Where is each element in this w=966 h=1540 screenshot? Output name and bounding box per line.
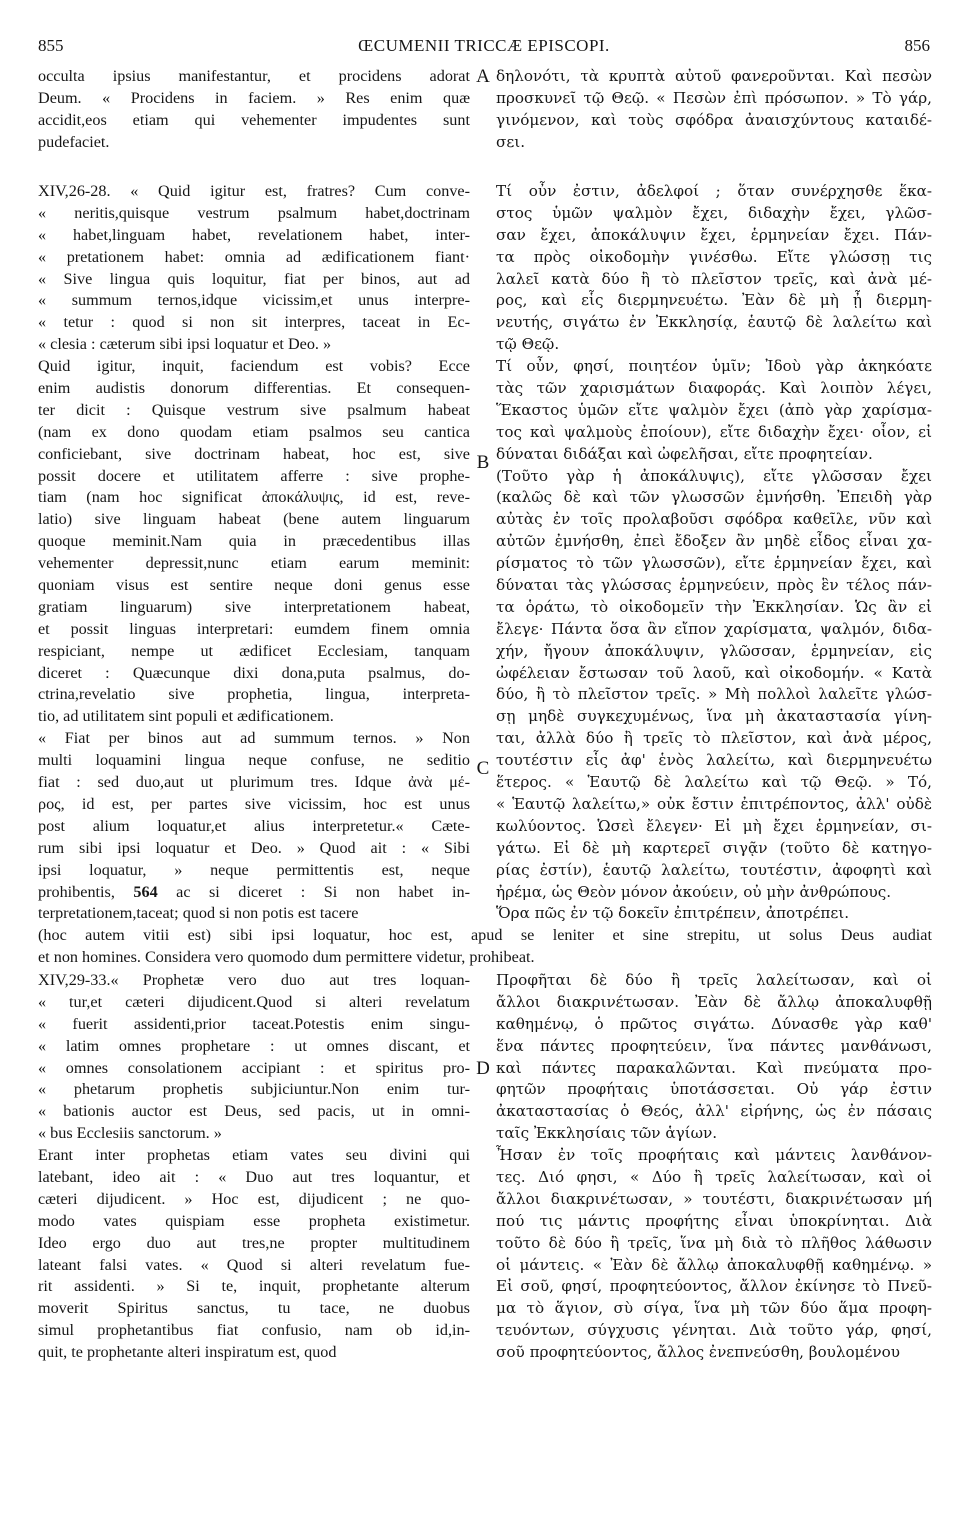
text-line: σῃ μηδὲ συγκεχυμένως, ἵνα μὴ ἀκαταστασία γίνη-	[496, 707, 932, 726]
text-line: Ideo ergo duo aut tres,ne propter multitudinem	[38, 1233, 470, 1252]
text-line: « fuerit assidenti,prior taceat.Potestis enim singu-	[38, 1014, 470, 1033]
text-line: multi loquamini lingua neque confuse, ne seditio	[38, 751, 470, 770]
text-line: « neritis,quisque vestrum psalmum habet,doctrinam	[38, 203, 470, 222]
text-line: diceret : Quæcunque dixi dona,puta psalmus, do-	[38, 663, 470, 682]
text-line: occulta ipsius manifestantur, et procidens adorat	[38, 67, 470, 85]
text-line: τοῦτο δὲ δύο ἢ τρεῖς, ἵνα μὴ διὰ τὸ πλῆθος λάθωσιν	[496, 1233, 932, 1252]
text-line: δύναται τὰς γλώσσας ἑρμηνεύειν, πρὸς ἓν τέλος πάν-	[496, 576, 932, 595]
text-line: δύναται διδάξαι καὶ ὠφελῆσαι, εἴτε προφητείαν.	[496, 444, 873, 463]
text-line: Προφῆται δὲ δύο ἢ τρεῖς λαλείτωσαν, καὶ οἱ	[496, 971, 932, 989]
text-line: conficiebant, sive doctrinam habeat, hoc est, sive	[38, 444, 470, 463]
text-line: ἕτερος. « Ἑαυτῷ δὲ λαλείτω καὶ τῷ Θεῷ. » Τό,	[496, 773, 932, 792]
text-line: « phetarum prophetis subjiciuntur.Non enim tur-	[38, 1080, 470, 1099]
text-line: pudefaciet.	[38, 132, 110, 151]
text-line: Ἦσαν ἐν τοῖς προφήταις καὶ μάντεις λανθάνον-	[496, 1146, 932, 1165]
text-line: τὰς τῶν χαρισμάτων διαφοράς. Καὶ λοιπὸν λέγει,	[496, 379, 932, 398]
text-line: et possit linguas interpretari: eumdem finem omnia	[38, 619, 470, 638]
text-line: προσκυνεῖ τῷ Θεῷ. « Πεσὼν ἐπὶ πρόσωπον. » Τὸ γάρ,	[496, 88, 932, 107]
text-line: τα ὁράτω, τὸ οἰκοδομεῖν τὴν Ἐκκλησίαν. Ὡς ἂν εἰ	[496, 597, 932, 616]
text-line: Erant inter prophetas etiam vates seu divini qui	[38, 1146, 470, 1165]
text-line: πού τις μάντις προφήτης εἶναι ὑποκρίνηται. Διὰ	[496, 1211, 932, 1230]
text-line: ρος, id est, per partes sive vicissim, hoc est unus	[38, 794, 470, 813]
text-line: ἄλλοι διακρινέτωσαν, » τουτέστι, διακρινέτωσαν μή	[496, 1189, 932, 1208]
text-line: ρίας ἐστίν), ἑαυτῷ λαλείτω, τουτέστιν, ἀφοφητὶ καὶ	[496, 860, 932, 879]
text-line: ταῖς Ἐκκλησίαις τῶν ἁγίων.	[496, 1124, 718, 1143]
text-line: lateant falsi vates. « Quod si alteri revelatum fue-	[38, 1255, 470, 1274]
greek-column-block3	[496, 970, 932, 1364]
text-line: rit assidenti. » Si te, inquit, prophetante alterum	[38, 1277, 470, 1296]
text-line: et non homines. Considera vero quomodo dum permittere videtur, prohibeat.	[38, 947, 535, 966]
text-line: XIV,26-28. « Quid igitur est, fratres? Cum conve-	[38, 182, 470, 200]
text-line: φητῶν προφήταις ὑποτάσσεται. Οὐ γάρ ἐστιν	[496, 1080, 932, 1099]
text-line: δύο, ἢ τὸ πλεῖστον τρεῖς. » Μὴ πολλοὶ λαλεῖτε γλώσ-	[496, 685, 932, 704]
text-line: « clesia : cæterum sibi ipsi loquatur et Deo. »	[38, 335, 332, 354]
running-title: ŒCUMENII TRICCÆ EPISCOPI.	[358, 36, 610, 55]
text-line: Ὅρα πῶς ἐν τῷ δοκεῖν ἐπιτρέπειν, ἀποτρέπει.	[496, 904, 850, 923]
text-line: « Sive lingua quis loquitur, fiat per binos, aut ad	[38, 269, 470, 288]
text-line: simul prophetantibus fiat confusio, nam ob id,in-	[38, 1321, 470, 1340]
text-line: ipsi loquatur, » neque permittentis est, neque	[38, 860, 470, 879]
section-marker: D	[476, 1058, 490, 1079]
text-line: accidit,eos etiam qui vehementer impudentes sunt	[38, 110, 470, 129]
text-line: ρος, καὶ εἷς διερμηνευέτω. Ἐὰν δὲ μὴ ᾖ διερμη-	[496, 291, 932, 310]
text-line: terpretationem,taceat; quod si non potis est tacere	[38, 904, 359, 923]
text-line: αὐτὰς ἐν τοῖς προλαβοῦσι σφόδρα καθεῖλε, νῦν καὶ	[496, 510, 932, 529]
text-line: « Ἑαυτῷ λαλείτω,» οὐκ ἔστιν ἐπιτρέποντος, ἀλλ' οὐδὲ	[496, 794, 932, 813]
text-line: καὶ πάντες παρακαλῶνται. Καὶ πνεύματα προ-	[496, 1058, 932, 1077]
text-line: τευόντων, σύγχυσις γένηται. Διὰ τοῦτο γάρ, φησί,	[496, 1321, 932, 1340]
text-line: τος καὶ ψαλμοὺς ἐποίουν), εἴτε διδαχὴν ἔχει· οἷον, εἰ	[496, 422, 932, 441]
text-line: ἀκαταστασίας ὁ Θεός, ἀλλ' εἰρήνης, ὡς ἐν πάσαις	[496, 1102, 932, 1121]
latin-column-block1	[38, 66, 470, 154]
text-line: quit, te prophetante alteri inspiratum est, quod	[38, 1343, 337, 1362]
text-line: ἄλλοι διακρινέτωσαν. Ἐὰν δὲ ἄλλῳ ἀποκαλυφθῇ	[496, 992, 932, 1011]
greek-column-block2	[496, 181, 932, 925]
text-line: τα πρὸς οἰκοδομὴν γινέσθω. Εἴτε γλώσσῃ τις	[496, 247, 932, 266]
text-line: vehementer depressit,nunc etiam earum meminit:	[38, 554, 470, 573]
text-line: οἱ μάντεις. « Ἐὰν δὲ ἄλλῳ ἀποκαλυφθῇ καθημένῳ. »	[496, 1255, 932, 1274]
page-number-left: 855	[38, 36, 64, 55]
text-line: « tur,et cæteri dijudicent.Quod si alteri revelatum	[38, 992, 470, 1011]
text-line: respiciant, nempe ut ædificet Ecclesiam, tanquam	[38, 641, 470, 660]
text-line: quoque meminit.Nam quia in præcedentibus illas	[38, 532, 470, 551]
text-line: tio, ad utilitatem sint populi et ædificationem.	[38, 707, 334, 726]
section-marker: C	[476, 758, 490, 779]
text-line: latio) sive linguam habeat (bene autem linguarum	[38, 510, 470, 529]
latin-column-block2	[38, 181, 470, 925]
latin-column-block3	[38, 970, 470, 1364]
text-line: στος ὑμῶν ψαλμὸν ἔχει, διδαχὴν ἔχει, γλῶσ-	[496, 203, 932, 222]
text-line: XIV,29-33.« Prophetæ vero duo aut tres loquan-	[38, 971, 470, 989]
text-line: possit docere et utilitatem afferre : sive prophe-	[38, 466, 470, 485]
text-line: « omnes consolationem accipiant : et spiritus pro-	[38, 1058, 470, 1077]
text-line: rum sibi ipsi loquatur et Deo. » Quod ait : « Sibi	[38, 838, 470, 857]
text-line: μα τὸ ἅγιον, σὺ σίγα, ἵνα μὴ τῶν δύο ἅμα προφη-	[496, 1299, 932, 1318]
text-line: γινόμενον, καὶ τοὺς σφόδρα ἀναισχύντους καταιδέ-	[496, 110, 932, 129]
text-line: ἕνα πάντες προφητεύειν, ἵνα πάντες μανθάνωσι,	[496, 1036, 932, 1055]
text-line: νευτής, σιγάτω ἐν Ἐκκλησίᾳ, ἑαυτῷ δὲ λαλείτω καὶ	[496, 313, 932, 332]
text-line: γάτω. Εἰ δὲ μὴ καρτερεῖ σιγᾷν (τοῦτο δὲ κατηγο-	[496, 838, 932, 857]
text-line: ctrina,revelatio sive prophetia, lingua, interpreta-	[38, 685, 470, 704]
text-line: δηλονότι, τὰ κρυπτὰ αὐτοῦ φανεροῦνται. Καὶ πεσὼν	[496, 67, 932, 85]
text-line: ρίσματος τὸ τῶν γλωσσῶν), εἴτε ἑρμηνείαν ἔχει, καὶ	[496, 554, 932, 573]
section-marker: A	[476, 66, 490, 87]
text-line: « latim omnes prophetare : ut omnes discant, et	[38, 1036, 470, 1055]
text-line: τουτέστιν εἷς ἀφ' ἑνὸς λαλείτω, καὶ διερμηνευέτω	[496, 751, 932, 770]
text-line: Τί οὖν, φησί, ποιητέον ὑμῖν; Ἰδοὺ γὰρ ἀκηκόατε	[496, 357, 932, 376]
text-line: χήν, ἤγουν ἀποκάλυψιν, γλῶσσαν, ἑρμηνείαν, εἰς	[496, 641, 932, 660]
text-line: « bus Ecclesiis sanctorum. »	[38, 1124, 222, 1143]
text-line: λαλεῖ κατὰ δύο ἢ τὸ πλεῖστον τρεῖς, καὶ ἀνὰ μέ-	[496, 269, 932, 288]
text-line: latebant, ideo ait : « Duo aut tres loquantur, et	[38, 1168, 470, 1187]
text-line: Εἰ σοῦ, φησί, προφητεύοντος, ἄλλον ἐκίνησε τὸ Πνεῦ-	[496, 1277, 932, 1296]
text-line: fiat : sed duo,aut ut plurimum tres. Idque ἀνὰ μέ-	[38, 773, 470, 792]
text-line: Deum. « Procidens in faciem. » Res enim quæ	[38, 88, 470, 107]
text-line: quoniam visus est sentire neque doni genus esse	[38, 576, 470, 595]
text-line: « summum ternos,idque vicissim,et unus interpre-	[38, 291, 470, 310]
text-line: ται, ἀλλὰ δύο ἢ τρεῖς τὸ πλεῖστον, καὶ ἀνὰ μέρος,	[496, 729, 932, 748]
text-line: cæteri dijudicent. » Hoc est, dijudicent ; ne quo-	[38, 1189, 470, 1208]
text-line: modo vates quispiam esse propheta existimetur.	[38, 1211, 470, 1230]
text-line: Quid igitur, inquit, faciendum est vobis? Ecce	[38, 357, 470, 376]
text-line: prohibentis, 564 ac si diceret : Si non habet in-	[38, 882, 470, 901]
text-line: καθημένῳ, ὁ πρῶτος σιγάτω. Δύνασθε γὰρ καθ'	[496, 1014, 932, 1033]
text-line: τῷ Θεῷ.	[496, 335, 560, 354]
text-line: « Fiat per binos aut ad summum ternos. » Non	[38, 729, 470, 748]
text-line: (καλῶς δὲ καὶ τῶν γλωσσῶν ἐμνήσθη. Ἐπειδὴ γὰρ	[496, 488, 932, 507]
text-line: (Τοῦτο γὰρ ἡ ἀποκάλυψις), εἴτε γλῶσσαν ἔχει	[496, 466, 932, 485]
text-line: ὠφέλειαν ἔστωσαν τοῦ λαοῦ, καὶ οἰκοδομήν. « Κατὰ	[496, 663, 932, 682]
text-line: post alium loquatur,et alius interpretetur.« Cæte-	[38, 816, 470, 835]
text-line: « tetur : quod si non sit interpres, taceat in Ec-	[38, 313, 470, 332]
greek-column-block1	[496, 66, 932, 154]
text-line: « pretationem habet: omnia ad ædificationem fiant·	[38, 247, 470, 266]
page-number-right: 856	[904, 36, 930, 55]
text-line: (nam ex dono quodam etiam psalmos seu cantica	[38, 422, 470, 441]
text-line: ter dicit : Quisque vestrum sive psalmum habeat	[38, 400, 470, 419]
text-line: Τί οὖν ἐστιν, ἀδελφοί ; ὅταν συνέρχησθε ἕκα-	[496, 182, 932, 200]
page-header	[38, 36, 930, 60]
text-line: enim audistis donorum differentias. Et consequen-	[38, 379, 470, 398]
text-line: ἠρέμα, ὡς Θεὸν μόνον ἀκούειν, οὐ μὴν ἀνθρώπους.	[496, 882, 892, 901]
text-line: moverit Spiritus sanctus, tu tace, ne duobus	[38, 1299, 470, 1318]
text-line: ἔλεγε· Πάντα ὅσα ἂν εἴπον χαρίσματα, ψαλμόν, διδα-	[496, 619, 932, 638]
section-marker: B	[476, 452, 490, 473]
text-line: gratiam linguarum) sive interpretationem habeat,	[38, 597, 470, 616]
text-line: αὐτῶν ἐμνήσθη, ἐπεὶ ἔδοξεν ἂν μηδὲ εἶδος εἶναι χα-	[496, 532, 932, 551]
page-reference-number: 564	[133, 882, 158, 901]
text-line: « habet,linguam habet, revelationem habet, inter-	[38, 225, 470, 244]
text-line: « bationis auctor est Deus, sed pacis, ut in omni-	[38, 1102, 470, 1121]
text-line: Ἕκαστος ὑμῶν εἴτε ψαλμὸν ἔχει (ἀπὸ γὰρ χαρίσμα-	[496, 400, 932, 419]
full-width-text	[38, 925, 932, 969]
text-line: (hoc autem vitii est) sibi ipsi loquatur, hoc est, apud se leniter et sine strepitu, ut solus Deus audiat	[38, 926, 932, 944]
text-line: τες. Διό φησι, « Δύο ἢ τρεῖς λαλείτωσαν, καὶ οἱ	[496, 1168, 932, 1187]
text-line: κωλύοντος. Ὡσεὶ ἔλεγεν· Εἰ μὴ ἔχει ἑρμηνείαν, σι-	[496, 816, 932, 835]
text-line: σοῦ προφητεύοντος, ἄλλος ἐνεπνεύσθη, βουλομένου	[496, 1343, 901, 1362]
text-line: σει.	[496, 132, 526, 151]
text-line: tiam (nam hoc significat ἀποκάλυψις, id est, reve-	[38, 488, 470, 507]
text-line: σαν ἔχει, ἀποκάλυψιν ἔχει, ἑρμηνείαν ἔχει. Πάν-	[496, 225, 932, 244]
